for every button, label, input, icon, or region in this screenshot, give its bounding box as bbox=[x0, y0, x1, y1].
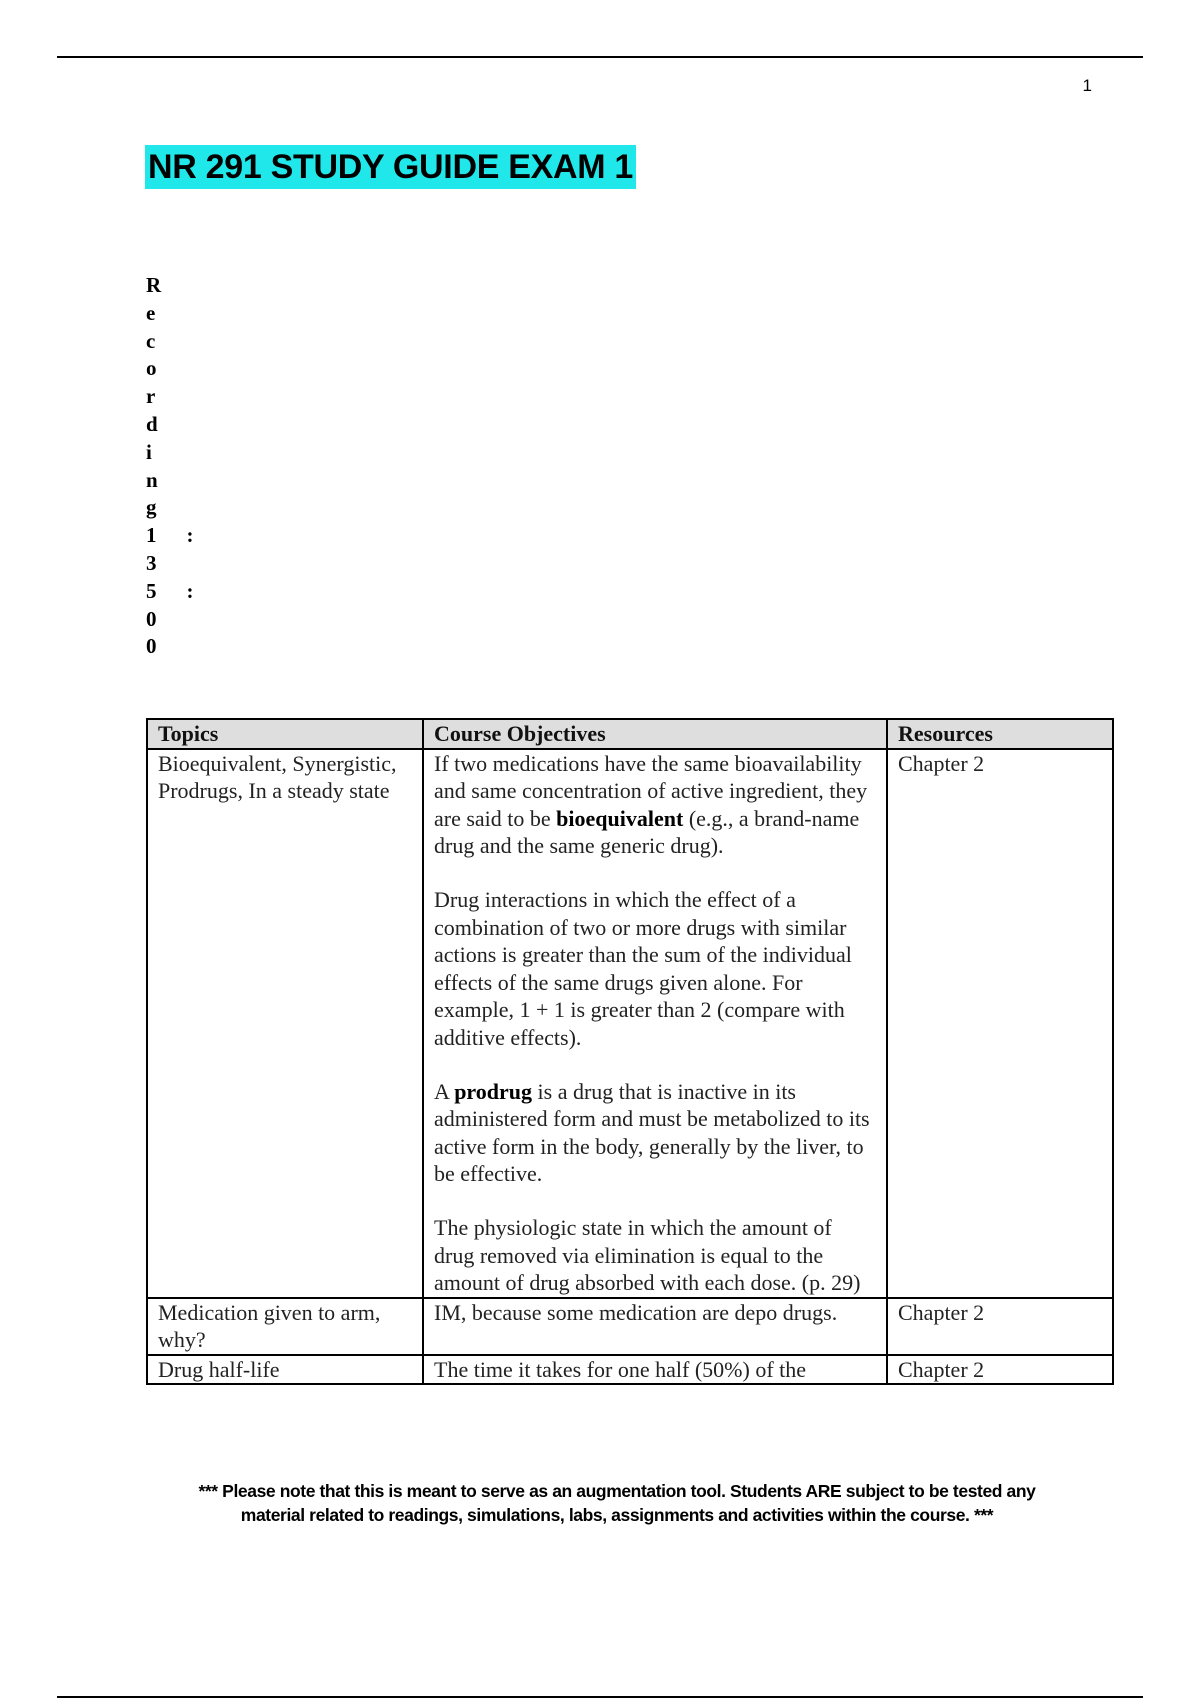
objective-paragraph: Drug interactions in which the effect of a combination of two or more drugs with similar actions is greater than the sum of the individual effects of the same drugs given alone. For example, 1 + 1 is greater than 2 (compare with additive effects). bbox=[434, 886, 852, 1050]
term-bioequivalent: bioequivalent bbox=[556, 805, 684, 831]
topic-cell: Bioequivalent, Synergistic, Prodrugs, In a steady state bbox=[147, 749, 423, 1298]
recording-label: Recording1:35:00 bbox=[146, 273, 224, 659]
objective-paragraph: The physiologic state in which the amount of drug removed via elimination is equal to the amount of drug absorbed with each dose. (p. 29) bbox=[434, 1214, 861, 1296]
objective-cell: The time it takes for one half (50%) of the bbox=[423, 1355, 887, 1385]
term-prodrug: prodrug bbox=[454, 1078, 533, 1104]
header-rule bbox=[57, 56, 1143, 58]
resource-cell: Chapter 2 bbox=[887, 749, 1113, 1298]
objective-paragraph: A prodrug is a drug that is inactive in its administered form and must be metabolized to its active form in the body, generally by the liver, to be effective. bbox=[434, 1078, 870, 1187]
footnote-line: *** Please note that this is meant to serve as an augmentation tool. Students ARE subject to be tested any bbox=[198, 1481, 1036, 1501]
table-header-row bbox=[147, 719, 1113, 749]
footnote-line: material related to readings, simulations, labs, assignments and activities within the course. *** bbox=[240, 1505, 994, 1525]
resource-cell: Chapter 2 bbox=[887, 1298, 1113, 1355]
header-resources: Resources bbox=[887, 719, 1113, 749]
table-row bbox=[147, 1355, 1113, 1385]
header-topics: Topics bbox=[147, 719, 423, 749]
objective-cell bbox=[423, 749, 887, 1298]
objective-cell: IM, because some medication are depo drugs. bbox=[423, 1298, 887, 1355]
topic-cell: Medication given to arm, why? bbox=[147, 1298, 423, 1355]
objective-paragraph: If two medications have the same bioavailability and same concentration of active ingredient, they are said to be bioequivalent (e.g., a brand-name drug and the same generic drug). bbox=[434, 750, 868, 859]
header-course-objectives: Course Objectives bbox=[423, 719, 887, 749]
table-row bbox=[147, 1298, 1113, 1355]
page-title: NR 291 STUDY GUIDE EXAM 1 bbox=[145, 145, 636, 189]
footnote bbox=[150, 1479, 1084, 1527]
table-row bbox=[147, 749, 1113, 1298]
study-guide-table bbox=[146, 718, 1114, 1385]
resource-cell: Chapter 2 bbox=[887, 1355, 1113, 1385]
topic-cell: Drug half-life bbox=[147, 1355, 423, 1385]
page-number: 1 bbox=[1082, 76, 1092, 95]
footer-rule bbox=[57, 1696, 1143, 1698]
